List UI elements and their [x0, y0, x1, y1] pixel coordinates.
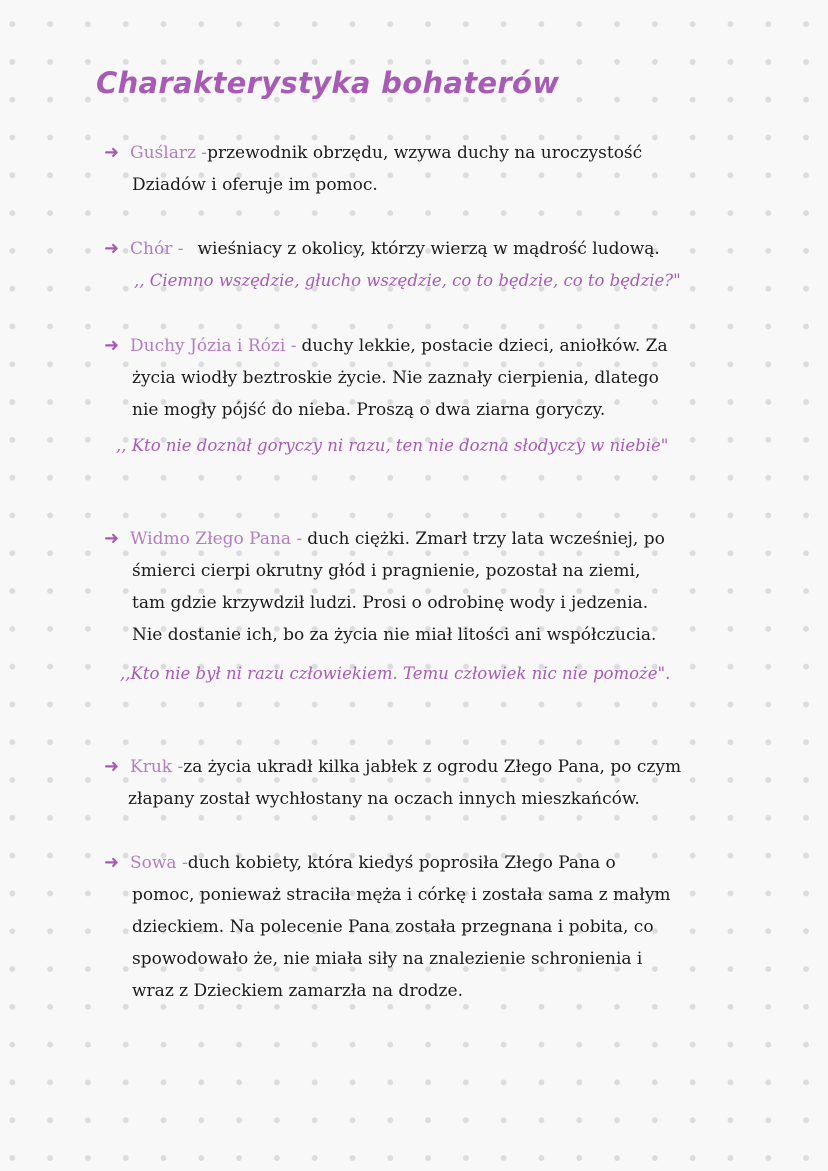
- character-kruk: [104, 751, 764, 815]
- character-description: za życia ukradł kilka jabłek z ogrodu Złego Pana, po czym: [183, 757, 682, 777]
- character-description-line: dzieckiem. Na polecenie Pana została przegnana i pobita, co: [132, 917, 654, 937]
- character-description: przewodnik obrzędu, wzywa duchy na uroczystość: [207, 143, 643, 163]
- character-chor: [104, 233, 764, 265]
- character-description: wieśniacy z okolicy, którzy wierzą w mądrość ludową.: [197, 239, 660, 259]
- character-name: Widmo Złego Pana -: [130, 529, 303, 549]
- character-name: Chór -: [130, 239, 184, 259]
- character-description-line: Dziadów i oferuje im pomoc.: [132, 175, 378, 195]
- character-guslarz: [104, 137, 764, 201]
- character-widmo-zlego-pana: [104, 523, 764, 651]
- right-arrow-icon: ➜: [104, 756, 120, 777]
- character-description-line: wraz z Dzieckiem zamarzła na drodze.: [132, 981, 463, 1001]
- right-arrow-icon: ➜: [104, 335, 120, 356]
- character-description-line: tam gdzie krzywdził ludzi. Prosi o odrobinę wody i jedzenia.: [132, 593, 649, 613]
- character-description: duchy lekkie, postacie dzieci, aniołków. Za: [301, 336, 668, 356]
- character-first-line: [104, 137, 764, 169]
- character-name: Duchy Józia i Rózi -: [130, 336, 297, 356]
- character-description-line: nie mogły pójść do nieba. Proszą o dwa ziarna goryczy.: [132, 400, 606, 420]
- character-sowa: [104, 847, 764, 1007]
- character-first-line: [104, 751, 764, 783]
- right-arrow-icon: ➜: [104, 238, 120, 259]
- character-description-line: śmierci cierpi okrutny głód i pragnienie, pozostał na ziemi,: [132, 561, 641, 581]
- character-name: Guślarz -: [130, 143, 208, 163]
- character-description: duch ciężki. Zmarł trzy lata wcześniej, po: [307, 529, 665, 549]
- character-first-line: [104, 523, 764, 555]
- character-quote: ,, Ciemno wszędzie, głucho wszędzie, co to będzie, co to będzie?": [134, 271, 681, 290]
- character-description-line: pomoc, ponieważ straciła męża i córkę i została sama z małym: [132, 885, 671, 905]
- character-first-line: [104, 233, 764, 265]
- character-first-line: [104, 330, 764, 362]
- character-quote: ,,Kto nie był ni razu człowiekiem. Temu człowiek nic nie pomoże".: [120, 664, 671, 683]
- character-name: Sowa -: [130, 853, 188, 873]
- character-duchy-jozia-i-rozi: [104, 330, 764, 426]
- right-arrow-icon: ➜: [104, 528, 120, 549]
- character-description-line: życia wiodły beztroskie życie. Nie zaznały cierpienia, dlatego: [132, 368, 659, 388]
- character-description-line: spowodowało że, nie miała siły na znalezienie schronienia i: [132, 949, 643, 969]
- right-arrow-icon: ➜: [104, 852, 120, 873]
- right-arrow-icon: ➜: [104, 142, 120, 163]
- character-description: duch kobiety, która kiedyś poprosiła Złego Pana o: [187, 853, 616, 873]
- character-description-line: Nie dostanie ich, bo za życia nie miał litości ani współczucia.: [132, 625, 657, 645]
- character-quote: ,, Kto nie doznał goryczy ni razu, ten nie dozna słodyczy w niebie": [116, 436, 669, 455]
- character-first-line: [104, 847, 764, 879]
- character-description-line: złapany został wychłostany na oczach innych mieszkańców.: [128, 789, 640, 809]
- character-name: Kruk -: [130, 757, 184, 777]
- page-title: Charakterystyka bohaterów: [96, 66, 560, 100]
